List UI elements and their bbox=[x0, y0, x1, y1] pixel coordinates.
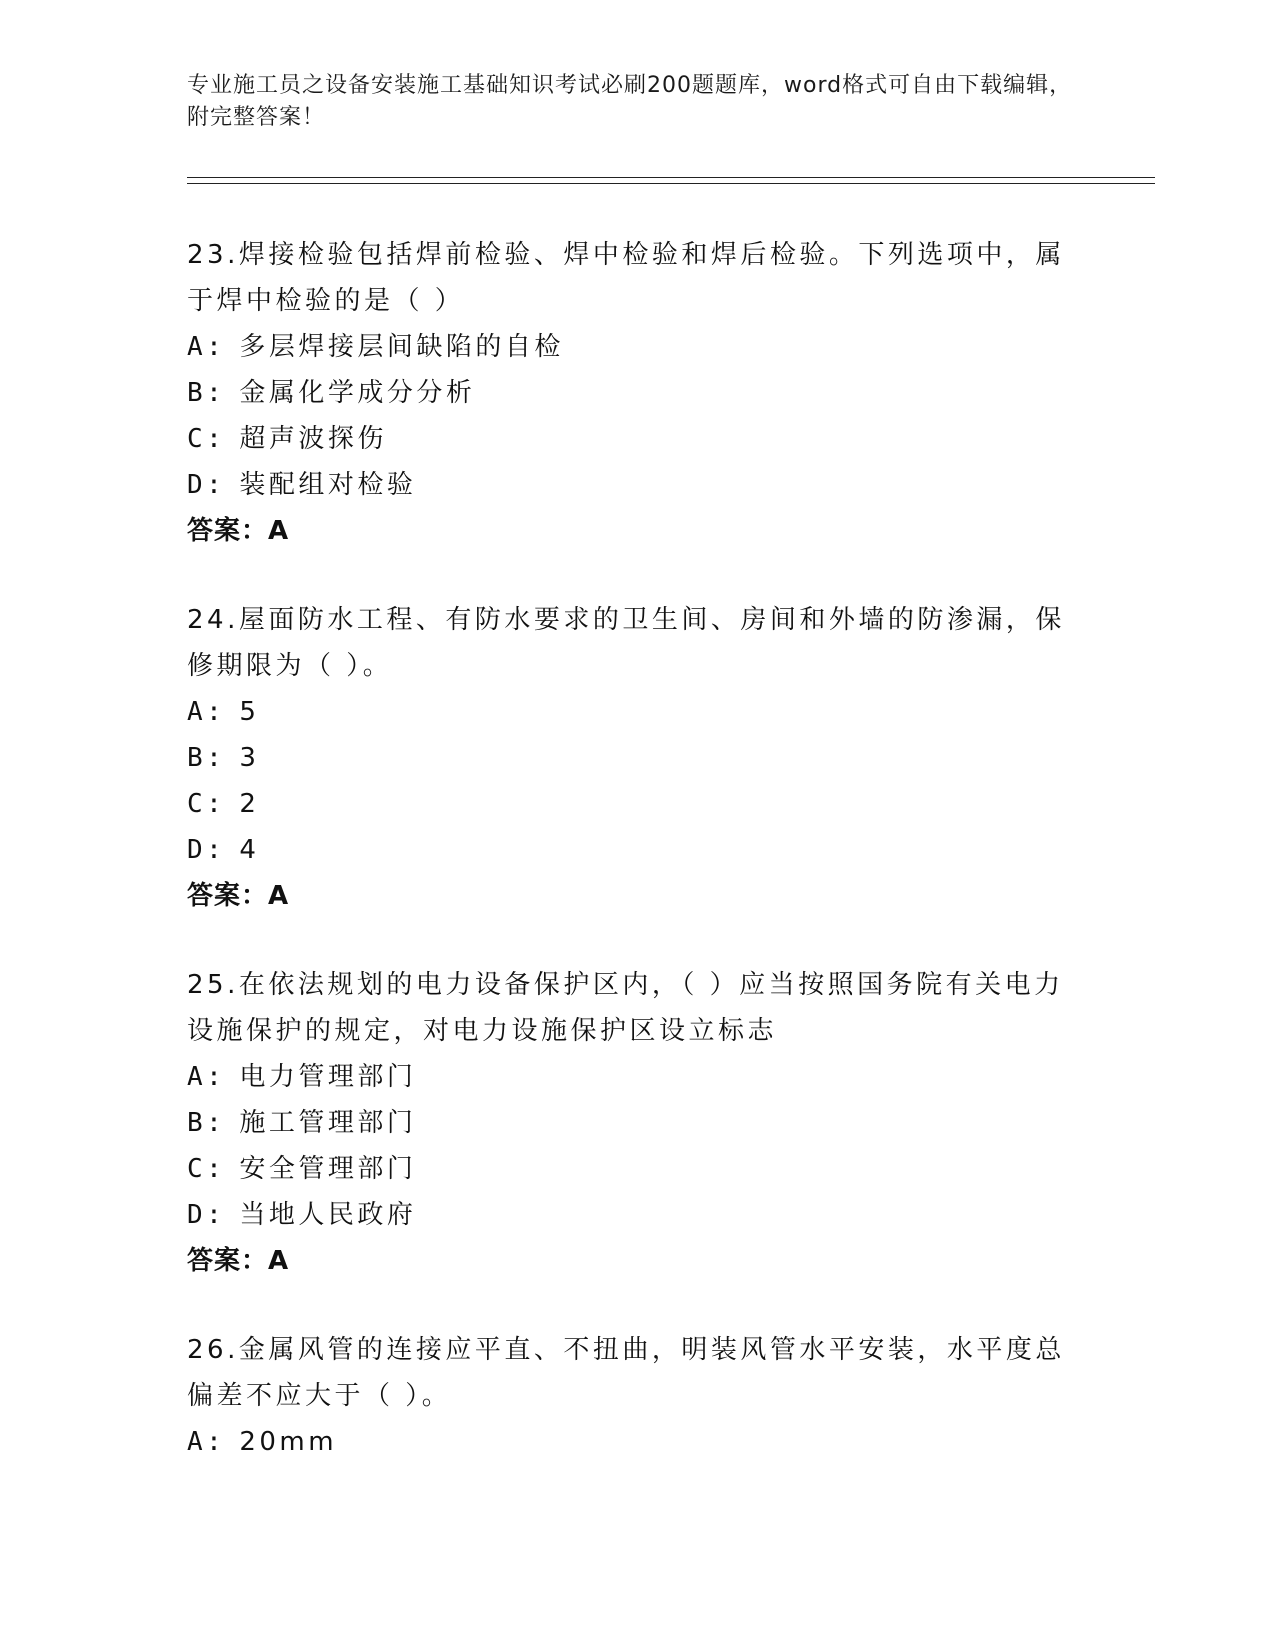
option-text: 当地人民政府 bbox=[239, 1200, 417, 1230]
option-key: A: bbox=[187, 1427, 226, 1457]
answer: 答案：A bbox=[187, 881, 290, 911]
option-d bbox=[187, 462, 1087, 508]
option-text: 超声波探伤 bbox=[239, 424, 387, 454]
option-a bbox=[187, 689, 1087, 735]
option-text: 电力管理部门 bbox=[239, 1062, 417, 1092]
option-a bbox=[187, 1419, 1087, 1465]
option-text: 安全管理部门 bbox=[239, 1154, 417, 1184]
question-26 bbox=[187, 1327, 1087, 1465]
option-key: A: bbox=[187, 332, 226, 362]
question-24 bbox=[187, 597, 1087, 919]
option-text: 2 bbox=[239, 789, 260, 819]
header-text: 专业施工员之设备安装施工基础知识考试必刷200题题库，word格式可自由下载编辑，附完整答案！ bbox=[187, 73, 1073, 130]
option-text: 多层焊接层间缺陷的自检 bbox=[239, 332, 564, 362]
document-header bbox=[187, 70, 1087, 134]
option-c bbox=[187, 781, 1087, 827]
option-text: 金属化学成分分析 bbox=[239, 378, 476, 408]
option-text: 装配组对检验 bbox=[239, 470, 417, 500]
option-key: A: bbox=[187, 1062, 226, 1092]
option-d bbox=[187, 827, 1087, 873]
option-b bbox=[187, 735, 1087, 781]
option-text: 20mm bbox=[239, 1427, 338, 1457]
option-text: 5 bbox=[239, 697, 260, 727]
option-b bbox=[187, 1100, 1087, 1146]
option-key: D: bbox=[187, 1200, 226, 1230]
option-d bbox=[187, 1192, 1087, 1238]
question-stem: 23.焊接检验包括焊前检验、焊中检验和焊后检验。下列选项中，属于焊中检验的是（ ） bbox=[187, 240, 1065, 316]
option-key: A: bbox=[187, 697, 226, 727]
option-b bbox=[187, 370, 1087, 416]
answer: 答案：A bbox=[187, 516, 290, 546]
question-stem: 26.金属风管的连接应平直、不扭曲，明装风管水平安装，水平度总偏差不应大于（ ）。 bbox=[187, 1335, 1065, 1411]
option-c bbox=[187, 1146, 1087, 1192]
question-stem: 25.在依法规划的电力设备保护区内，（ ）应当按照国务院有关电力设施保护的规定，对电力设施保护区设立标志 bbox=[187, 970, 1064, 1046]
question-25 bbox=[187, 962, 1087, 1284]
option-text: 施工管理部门 bbox=[239, 1108, 417, 1138]
question-23 bbox=[187, 232, 1087, 554]
option-a bbox=[187, 324, 1087, 370]
header-divider-top bbox=[187, 177, 1155, 178]
option-key: C: bbox=[187, 789, 226, 819]
option-key: C: bbox=[187, 1154, 226, 1184]
answer: 答案：A bbox=[187, 1246, 290, 1276]
question-stem: 24.屋面防水工程、有防水要求的卫生间、房间和外墙的防渗漏，保修期限为（ ）。 bbox=[187, 605, 1065, 681]
option-key: C: bbox=[187, 424, 226, 454]
option-key: B: bbox=[187, 743, 226, 773]
option-a bbox=[187, 1054, 1087, 1100]
option-key: B: bbox=[187, 1108, 226, 1138]
header-divider-bottom bbox=[187, 183, 1155, 184]
option-key: D: bbox=[187, 835, 226, 865]
option-key: B: bbox=[187, 378, 226, 408]
option-c bbox=[187, 416, 1087, 462]
option-text: 4 bbox=[239, 835, 260, 865]
option-text: 3 bbox=[239, 743, 260, 773]
option-key: D: bbox=[187, 470, 226, 500]
